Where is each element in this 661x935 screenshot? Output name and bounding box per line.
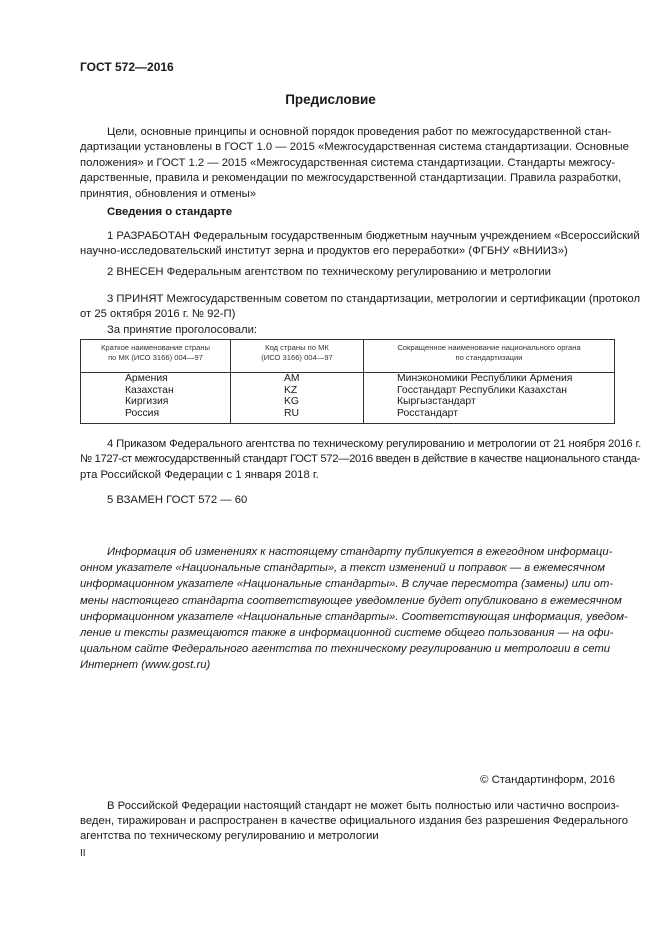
footer-line: веден, тиражирован и распространен в качестве официального издания без разрешения Федерального xyxy=(80,815,629,828)
item-1-line: 1 РАЗРАБОТАН Федеральным государственным бюджетным научным учреждением «Всероссийский xyxy=(107,230,640,242)
voted-label: За принятие проголосовали: xyxy=(107,323,258,336)
item-2-line: 2 ВНЕСЕН Федеральным агентством по техническому регулированию и метрологии xyxy=(107,266,551,278)
notice-line: Информация об изменениях к настоящему стандарту публикуется в ежегодном информаци- xyxy=(107,546,613,558)
notice-paragraph xyxy=(80,544,628,674)
notice-line: мены настоящего стандарта соответствующее уведомление будет опубликовано в ежемесячном xyxy=(80,594,622,607)
item-1-line: научно-исследовательский институт зерна и продуктов его переработки» (ФГБНУ «ВНИИЗ») xyxy=(80,245,568,258)
item-4-line: № 1727-ст межгосударственный стандарт ГОСТ 572—2016 введен в действие в качестве национального станда- xyxy=(80,453,641,466)
item-3-line: от 25 октября 2016 г. № 92-П) xyxy=(80,308,236,321)
intro-paragraph xyxy=(80,125,629,202)
cell-body: Минэкономики Республики Армения xyxy=(397,373,573,384)
cell-country: Армения xyxy=(125,373,168,384)
item-3 xyxy=(80,292,641,338)
cell-code: KG xyxy=(284,396,300,408)
item-4-line: рта Российской Федерации с 1 января 2018 г. xyxy=(80,468,319,481)
notice-line: онном указателе «Национальные стандарты», а текст изменений и поправок — в ежемесячном xyxy=(80,562,606,575)
notice-line: Интернет (www.gost.ru) xyxy=(80,659,211,672)
item-1 xyxy=(80,229,640,260)
item-5-line: 5 ВЗАМЕН ГОСТ 572 — 60 xyxy=(107,494,248,506)
intro-line: принятия, обновления и отмены» xyxy=(80,187,256,200)
intro-line: положения» и ГОСТ 1.2 — 2015 «Межгосударственная система стандартизации. Стандарты межгосу- xyxy=(80,156,616,169)
cell-country: Казахстан xyxy=(125,384,174,396)
header-text: (ИСО 3166) 004—97 xyxy=(261,353,333,362)
intro-line: дартизации установлены в ГОСТ 1.0 — 2015 «Межгосударственная система стандартизации. Основные xyxy=(80,141,629,154)
intro-line: дарственные, правила и рекомендации по межгосударственной стандартизации. Правила разработки, xyxy=(80,172,622,185)
notice-line: циальном сайте Федерального агентства по техническому регулированию и метрологии в сети xyxy=(80,643,611,656)
cell-body: Кыргызстандарт xyxy=(397,396,476,408)
cell-country: Россия xyxy=(125,407,160,419)
page-number: II xyxy=(80,848,86,859)
item-4 xyxy=(80,437,642,483)
cell-country: Киргизия xyxy=(125,396,169,408)
footer-paragraph xyxy=(80,799,629,845)
item-4-line: 4 Приказом Федерального агентства по техническому регулированию и метрологии от 21 ноября 2016 г. xyxy=(107,438,642,450)
header-text: по стандартизации xyxy=(455,353,523,362)
cell-code: RU xyxy=(284,407,300,419)
header-body xyxy=(364,343,614,363)
document-id: ГОСТ 572—2016 xyxy=(80,60,174,74)
header-text: Краткое наименование страны xyxy=(101,343,210,352)
header-text: Код страны по МК xyxy=(265,343,329,352)
footer-line: В Российской Федерации настоящий стандарт не может быть полностью или частично воспроиз- xyxy=(107,800,620,812)
cell-code: AM xyxy=(284,373,300,384)
notice-line: информационном указателе «Национальные стандарты». В случае пересмотра (замены) или от- xyxy=(80,578,614,591)
copyright: © Стандартинформ, 2016 xyxy=(480,774,615,786)
header-code xyxy=(231,343,363,363)
intro-line: Цели, основные принципы и основной порядок проведения работ по межгосударственной стан- xyxy=(107,126,612,138)
item-5 xyxy=(80,493,615,508)
footer-line: агентства по техническому регулированию и метрологии xyxy=(80,830,379,843)
cell-body: Госстандарт Республики Казахстан xyxy=(397,384,567,396)
header-country xyxy=(81,343,230,363)
notice-line: информационном указателе «Национальные стандарты». Соответствующая информация, уведом- xyxy=(80,610,628,623)
header-text: по МК (ИСО 3166) 004—97 xyxy=(108,353,203,362)
header-text: Сокращенное наименование национального органа xyxy=(397,343,581,352)
cell-body: Росстандарт xyxy=(397,407,458,419)
cell-code: KZ xyxy=(284,384,298,396)
item-3-line: 3 ПРИНЯТ Межгосударственным советом по стандартизации, метрологии и сертификации (протокол xyxy=(107,293,641,305)
voting-table xyxy=(80,339,615,424)
page-title: Предисловие xyxy=(285,92,376,107)
notice-line: ление и тексты размещаются также в информационной системе общего пользования — на офи- xyxy=(80,627,614,640)
item-2 xyxy=(80,265,615,280)
info-heading: Сведения о стандарте xyxy=(107,206,233,218)
